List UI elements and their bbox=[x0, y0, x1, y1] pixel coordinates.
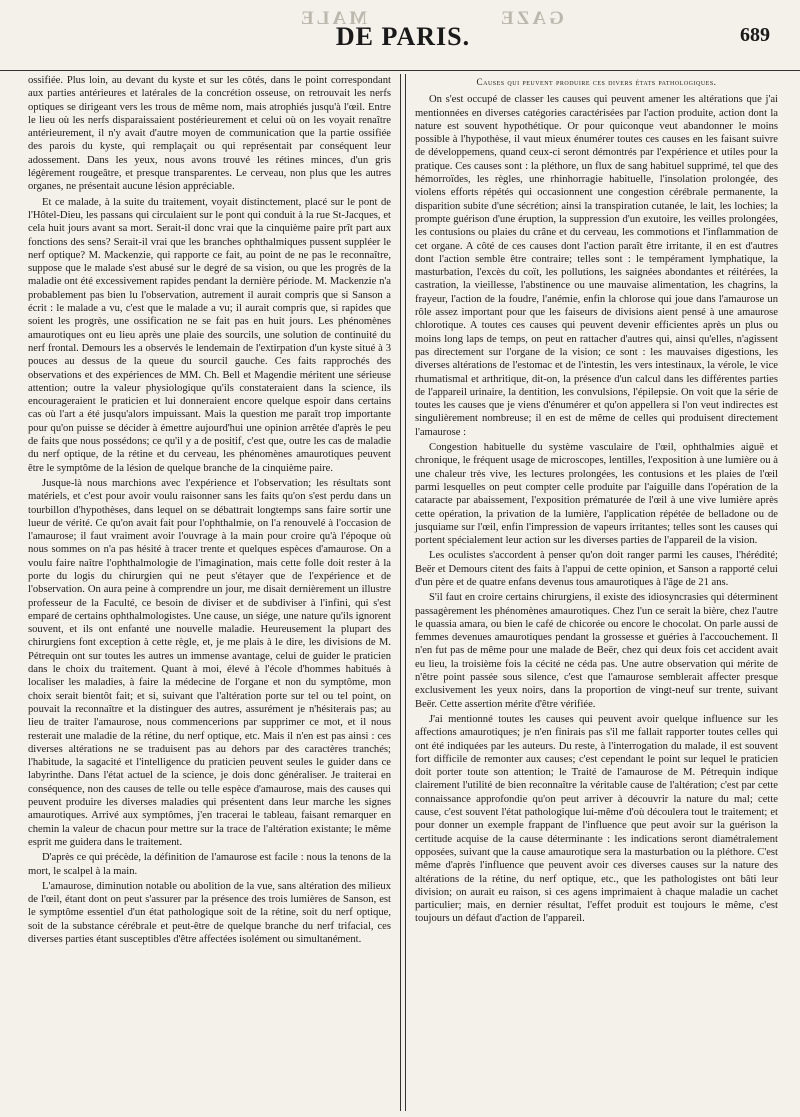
paragraph: Les oculistes s'accordent à penser qu'on doit ranger parmi les causes, l'hérédité; Beër et Demours citent des faits à l'appui de cette opinion, et Sanson a rapporté celui d'un père et de quatre enfans devenus tous amaurotiques à l'âge de 21 ans. bbox=[415, 550, 778, 588]
paragraph: Et ce malade, à la suite du traitement, voyait distinctement, placé sur le pont de l'Hôtel-Dieu, les passans qui circulaient sur le pont qui conduit à la rue St-Jacques, et cela huit jours avant sa mort. Serait-il donc vrai que la cinquième paire prît part aux fonctions des sens? Serait-il vrai que les branches ophthalmiques pussent suppléer le nerf optique? M. Mackenzie, qui rapporte ce fait, au point de ne pas le reconnaître, suppose que le malade s'est abusé sur le degré de sa vision, ou que les progrès de la maladie ont été excessivement rapides pendant la dernière période. M. Mackenzie n'a probablement pas bien lu l'observation, autrement il aurait compris que si Sanson a écrit : le malade a vu, c'est que le malade a vu; il aurait compris que, si rapides que soient les progrès, une ossification ne se fait pas en huit jours. Les phénomènes amaurotiques ont eu lieu après une plaie des sourcils, une solution de continuité du nerf frontal. Demours les a observés le lendemain de l'extirpation d'un kyste situé à 3 pouces au dessus de la queue du sourcil gauche. Ces faits rapprochés des observations et des expériences de MM. Ch. Bell et Magendie méritent une sérieuse attention; outre la valeur physiologique qu'ils constateraient dans la science, ils encourageraient le praticien et lui donneraient encore quelque espoir dans certains cas où l'art a été jusqu'alors impuissant. Mais la question me paraît trop importante pour qu'on puisse se décider à émettre aujourd'hui une opinion arrêtée d'après le peu de faits que nous possédons; ce qu'il y a de positif, c'est que, outre les cas de maladie du nerf optique, de la rétine et du cerveau, les phénomènes amaurotiques peuvent être le symptôme de la lésion de quelque branche de la cinquième paire. bbox=[28, 196, 391, 474]
page-number: 689 bbox=[740, 24, 770, 46]
bleed-through-text: MALE bbox=[298, 8, 367, 29]
header-rule bbox=[0, 70, 800, 71]
bleed-through-text: GAZE bbox=[498, 8, 564, 29]
paragraph: ossifiée. Plus loin, au devant du kyste et sur les côtés, dans le point correspondant aux parties antérieures et latérales de la concrétion osseuse, on retrouvait les nerfs optiques se dirigeant vers les trous de même nom, mais atrophiés jusqu'à l'œil. Entre le lieu où les nerfs disparaissaient postérieurement et celui où on les voyait renaître antérieurement, il n'y avait d'autre moyen de communication que la partie ossifiée des parois du kyste, qui remplaçait ou qui représentait par conséquent leur adossement. Dans les yeux, nous avons trouvé les rétines minces, d'un gris légèrement rougeâtre, et presque transparentes. Le cerveau, non plus que les autres organes, ne présentait aucune lésion appréciable. bbox=[28, 75, 391, 193]
paragraph: S'il faut en croire certains chirurgiens, il existe des idiosyncrasies qui déterminent passagèrement les phénomènes amaurotiques. Chez l'un ce serait la bière, chez l'autre le quassia amara, ou bien le café de chicorée ou encore le chocolat. On parle aussi de femmes devenues amaurotiques pendant la grossesse et guéries à l'accouchement. Il n'en fut pas de même pour une malade de Beër, chez qui deux fois cet accident avait eu lieu, la troisième fois la cécité ne céda pas. Une autre observation qui mérite de n'être point passée sous silence, c'est que l'amaurose semblerait affecter presque exclusivement les yeux noirs, dans la proportion de vingt-neuf sur trente, suivant Beër. Cette assertion mérite d'être vérifiée. bbox=[415, 592, 778, 710]
paragraph: D'après ce qui précède, la définition de l'amaurose est facile : nous la tenons de la mort, le scalpel à la main. bbox=[28, 852, 391, 877]
left-column bbox=[28, 74, 400, 1111]
section-heading: Causes qui peuvent produire ces divers états pathologiques. bbox=[476, 77, 717, 87]
right-column bbox=[406, 74, 778, 1111]
page-title: DE PARIS. bbox=[335, 22, 471, 51]
text-columns bbox=[28, 74, 778, 1111]
page-header bbox=[28, 0, 778, 70]
paragraph: L'amaurose, diminution notable ou abolition de la vue, sans altération des milieux de l'œil, étant dont on peut s'assurer par la présence des trois lumières de Sanson, est le symptôme essentiel d'un état pathologique soit de la rétine, soit du nerf optique, soit de la substance cérébrale et peut-être de quelque branche du nerf trifacial, ces diverses parties étant susceptibles d'être affectées isolément ou simultanément. bbox=[28, 880, 391, 945]
paragraph: On s'est occupé de classer les causes qui peuvent amener les altérations que j'ai mentionnées en diverses catégories caractérisées par l'action produite, action dont la nature est souvent hypothétique. Or pour quiconque veut abandonner le moins possible à l'hypothèse, il vaut mieux énumérer toutes ces causes en les faisant suivre de développemens, quand ceux-ci seront démontrés par l'expérience et utiles pour la pratique. Ces causes sont : la pléthore, un flux de sang habituel supprimé, tel que des hémorroïdes, les règles, une rhinhorragie habituelle, l'insolation prolongée, des violens efforts répétés qui occasionnent une congestion cérébrale permanente, la disparition subite d'une sécrétion; ainsi la transpiration cutanée, le lait, les lochies; la prompte guérison d'une éruption, la suppression d'un exutoire, les veilles prolongées, les contusions ou plaies du crâne et du cerveau, les commotions et l'inflammation de cet organe. A côté de ces causes dont l'action paraît être irritante, il en est d'autres dont l'action semble être contraire; telles sont : le tempérament lymphatique, la masturbation, l'excès du coït, les pollutions, les saignées abondantes et réitérées, la castration, la vieillesse, l'abstinence ou une mauvaise alimentation, les chagrins, la frayeur, l'action de la foudre, l'anémie, enfin la chlorose qui joue dans l'amaurose un rôle assez important pour que les faiseurs de divisions aient pensé à une amaurose chlorotique. A toutes ces causes qui peuvent devenir efficientes après un plus ou moins long laps de temps, on peut en rattacher d'autres qui, ainsi qu'elles, n'agissent pas directement sur l'organe de la vision; ce sont : les mauvaises digestions, les diverses altérations de l'estomac et de l'intestin, les vers intestinaux, la vérole, le vice rhumatismal et arthritique, dit-on, la présence d'un calcul dans les différentes parties de l'appareil urinaire, la dentition, les convulsions, l'épilepsie. On voit que la série de toutes les causes que je viens d'énumérer et qu'on appellera si l'on veut indirectes est singulièrement nombreuse; il en est de même de celles qui produisent directement l'amaurose : bbox=[415, 94, 778, 438]
paragraph: J'ai mentionné toutes les causes qui peuvent avoir quelque influence sur les affections amaurotiques; je n'en finirais pas s'il me fallait rapporter toutes celles qui ont été indiquées par les auteurs. Du reste, à l'interrogation du malade, il est souvent fort difficile de remonter aux causes; c'est cependant le point sur lequel le praticien doit porter toute son attention; le Traité de l'amaurose de M. Pétrequin indique clairement l'utilité de bien reconnaître la véritable cause de l'altération; c'est par cette connaissance approfondie qu'on peut arriver à découvrir la nature du mal; cette cause, c'est souvent l'état pathologique lui-même d'où découlera tout le traitement; et pour donner un exemple frappant de l'influence que peut avoir sur la guérison la certitude acquise de la cause déterminante : les indications seront diamétralement opposées, suivant que la cause amaurotique sera la masturbation ou la pléthore. C'est même d'après l'influence que peuvent avoir ces diverses causes sur la nature des altérations de la rétine, du nerf optique, etc., que les pathologistes ont bâti leur division; on aurait eu raison, si ces agens imprimaient à chaque maladie un cachet particulier; mais, en dernier résultat, l'effet produit est toujours le même, c'est toujours un défaut d'action de l'appareil. bbox=[415, 713, 778, 925]
paragraph: Congestion habituelle du système vasculaire de l'œil, ophthalmies aiguë et chronique, le fréquent usage de microscopes, lentilles, l'exposition à une lumière ou à une chaleur très vive, les lectures prolongées, les contusions et les plaies de l'œil parmi lesquelles on peut compter celle produite par l'aiguille dans l'opération de la cataracte par abaissement, l'exposition prématurée de l'œil à une vive lumière après cette opération, la privation de la lumière, l'application répétée de belladone ou de jusquiame sur l'œil, enfin l'impression de vapeurs irritantes; telles sont les causes qui portent spécialement leur action sur les diverses parties de l'appareil de la vision. bbox=[415, 442, 778, 547]
paragraph: Jusque-là nous marchions avec l'expérience et l'observation; les résultats sont matériels, et c'est pour avoir voulu raisonner sans les faits qu'on s'est perdu dans un tourbillon d'hypothèses, dans lequel on se débattrait longtemps sans faire sortir une lueur de vérité. Ce qu'on avait fait pour l'ophthalmie, on l'a renouvelé à l'occasion de l'amaurose; il faut vraiment avoir l'ouvrage à la main pour croire qu'à l'époque où nous sommes on n'a pas hésité à tracer trente et quelques espèces d'amaurose. On a voulu faire naître l'ophthalmologie de l'imagination, mais cette folle doit rester à la porte du logis du chirurgien qui ne peut s'étayer que de l'expérience et de l'observation. On aura peine à comprendre un jour, me disait dernièrement un illustre professeur de la Faculté, ce besoin de diviser et de subdiviser à l'infini, qui s'est emparé de certains ophthalmologistes. Une cause, un siége, une nature qu'ils ignorent souvent, et ils ont enfanté une nouvelle maladie. Heureusement la plupart des chirurgiens font exception à cette règle, et, je me plais à le dire, les divisions de M. Pétrequin ont sur toutes les autres un immense avantage, celui de guider le praticien dans le choix du traitement. Quant à moi, élevé à l'école d'hommes habitués à localiser les maladies, à faire la médecine de l'organe et non du symptôme, mon choix serait bientôt fait; et si, suivant que l'altération porte sur tel ou tel point, on pouvait la reconnaître et la distinguer des autres, assurément je n'hésiterais pas; au lieu de traiter l'amaurose, nous commencerions par supprimer ce mot, et il nous resterait une maladie de la rétine, du nerf optique, etc. Mais il n'en est pas ainsi : ces diverses altérations ne se traduisent pas au dehors par des caractères tranchés; l'habitude, la sagacité et l'intelligence du praticien peuvent seules le guider dans ce labyrinthe. Dans l'état actuel de la science, je dois donc généraliser. Je traiterai en conséquence, non des causes de telle ou telle espèce d'amaurose, mais des causes qui peuvent produire les diverses maladies qui présentent dans leur marche les signes amaurotiques. Arrivé aux symptômes, j'en tracerai le tableau, faisant remarquer en chemin la valeur de chacun pour mettre sur la trace de l'altération existante; le même esprit me guidera dans le traitement. bbox=[28, 477, 391, 848]
